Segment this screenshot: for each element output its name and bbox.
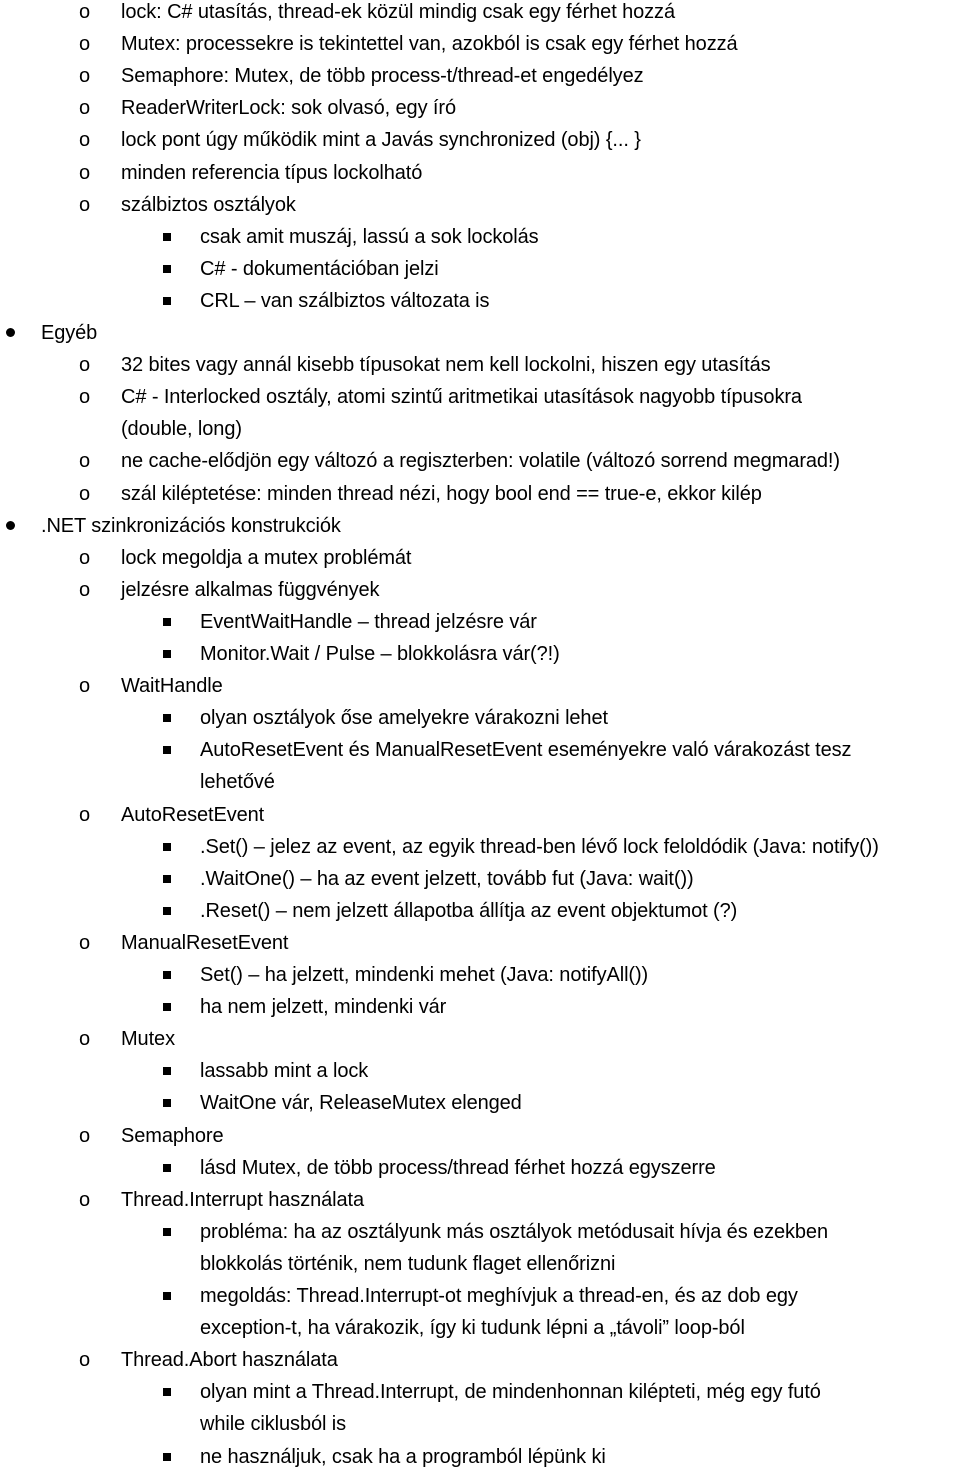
list-item — [0, 803, 960, 835]
sub-list-item — [0, 963, 960, 995]
bullet-square-icon — [163, 843, 171, 851]
item-text: WaitHandle — [121, 675, 223, 698]
item-text: minden referencia típus lockolható — [121, 161, 423, 184]
list-item — [0, 128, 960, 160]
section-heading — [0, 321, 960, 353]
list-item — [0, 1188, 960, 1220]
section-heading — [0, 514, 960, 546]
item-text: Mutex — [121, 1028, 175, 1051]
item-text: .NET szinkronizációs konstrukciók — [41, 514, 341, 537]
sub-list-item — [0, 257, 960, 289]
item-text: ne használjuk, csak ha a programból lépünk ki — [200, 1445, 606, 1468]
item-text: AutoResetEvent és ManualResetEvent eseményekre való várakozást tesz — [200, 739, 852, 762]
bullet-circle-marker: o — [79, 1, 91, 23]
item-text: 32 bites vagy annál kisebb típusokat nem kell lockolni, hiszen egy utasítás — [121, 354, 771, 377]
list-item — [0, 0, 960, 32]
bullet-circle-marker: o — [79, 1349, 91, 1372]
item-text: C# - Interlocked osztály, atomi szintű aritmetikai utasítások nagyobb típusokra — [121, 386, 802, 409]
bullet-square-icon — [163, 1228, 171, 1236]
item-text: CRL – van szálbiztos változata is — [200, 289, 490, 312]
sub-list-item — [0, 610, 960, 642]
bullet-circle-marker: o — [79, 803, 91, 826]
list-item — [0, 674, 960, 706]
item-text: szál kiléptetése: minden thread nézi, hogy bool end == true-e, ekkor kilép — [121, 482, 762, 505]
item-text: ReaderWriterLock: sok olvasó, egy író — [121, 97, 456, 120]
item-text: Semaphore — [121, 1124, 224, 1147]
sub-list-item — [0, 225, 960, 257]
item-text: ha nem jelzett, mindenki vár — [200, 996, 447, 1019]
item-text: szálbiztos osztályok — [121, 193, 296, 216]
item-text: lock megoldja a mutex problémát — [121, 546, 412, 569]
bullet-circle-marker: o — [79, 675, 91, 698]
item-text: csak amit muszáj, lassú a sok lockolás — [200, 225, 539, 248]
sub-list-item — [0, 1091, 960, 1123]
sub-list-item — [0, 1380, 960, 1412]
bullet-circle-marker: o — [79, 578, 91, 601]
item-text: C# - dokumentációban jelzi — [200, 257, 439, 280]
list-item — [0, 96, 960, 128]
bullet-dot-icon — [6, 328, 15, 337]
sub-list-item — [0, 1445, 960, 1477]
bullet-square-icon — [163, 1453, 171, 1461]
item-text: lock: C# utasítás, thread-ek közül mindig csak egy férhet hozzá — [121, 1, 675, 23]
bullet-circle-marker: o — [79, 129, 91, 152]
item-text: blokkolás történik, nem tudunk flaget ellenőrizni — [200, 1252, 616, 1275]
item-text: lásd Mutex, de több process/thread férhet hozzá egyszerre — [200, 1156, 716, 1179]
bullet-square-icon — [163, 746, 171, 754]
sub-list-item — [0, 1252, 960, 1284]
sub-list-item — [0, 706, 960, 738]
sub-list-item — [0, 1284, 960, 1316]
bullet-square-icon — [163, 650, 171, 658]
list-item — [0, 32, 960, 64]
item-text: .Reset() – nem jelzett állapotba állítja az event objektumot (?) — [200, 899, 738, 922]
sub-list-item — [0, 835, 960, 867]
bullet-circle-marker: o — [79, 65, 91, 88]
bullet-circle-marker: o — [79, 931, 91, 954]
item-text: ManualResetEvent — [121, 931, 289, 954]
list-item — [0, 385, 960, 417]
list-item — [0, 1027, 960, 1059]
bullet-square-icon — [163, 1003, 171, 1011]
list-item — [0, 931, 960, 963]
bullet-circle-marker: o — [79, 161, 91, 184]
bullet-circle-marker: o — [79, 1188, 91, 1211]
bullet-circle-marker: o — [79, 33, 91, 56]
list-item — [0, 578, 960, 610]
item-text: Egyéb — [41, 322, 98, 344]
list-item — [0, 449, 960, 481]
bullet-square-icon — [163, 1099, 171, 1107]
list-item — [0, 1124, 960, 1156]
item-text: .WaitOne() – ha az event jelzett, tovább fut (Java: wait()) — [200, 867, 694, 890]
item-text: jelzésre alkalmas függvények — [121, 578, 380, 601]
list-item — [0, 546, 960, 578]
item-text: AutoResetEvent — [121, 803, 265, 826]
bullet-circle-marker: o — [79, 482, 91, 505]
list-item — [0, 161, 960, 193]
sub-list-item — [0, 867, 960, 899]
bullet-circle-marker: o — [79, 1124, 91, 1147]
bullet-dot-icon — [6, 521, 15, 530]
sub-list-item — [0, 1316, 960, 1348]
bullet-square-icon — [163, 875, 171, 883]
bullet-square-icon — [163, 265, 171, 273]
bullet-circle-marker: o — [79, 354, 91, 377]
item-text: Semaphore: Mutex, de több process-t/thread-et engedélyez — [121, 65, 644, 88]
sub-list-item — [0, 1412, 960, 1444]
item-text: Thread.Interrupt használata — [121, 1188, 365, 1211]
bullet-square-icon — [163, 618, 171, 626]
bullet-circle-marker: o — [79, 193, 91, 216]
sub-list-item — [0, 1156, 960, 1188]
item-text: megoldás: Thread.Interrupt-ot meghívjuk a thread-en, és az dob egy — [200, 1285, 798, 1307]
sub-list-item — [0, 1059, 960, 1091]
sub-list-item — [0, 899, 960, 931]
item-text: exception-t, ha várakozik, így ki tudunk lépni a „távoli” loop-ból — [200, 1317, 745, 1340]
bullet-square-icon — [163, 1388, 171, 1396]
item-text: Thread.Abort használata — [121, 1349, 338, 1372]
item-text: (double, long) — [121, 418, 242, 441]
bullet-square-icon — [163, 714, 171, 722]
bullet-square-icon — [163, 1067, 171, 1075]
list-item — [0, 482, 960, 514]
bullet-circle-marker: o — [79, 386, 91, 409]
list-item — [0, 64, 960, 96]
bullet-square-icon — [163, 971, 171, 979]
bullet-circle-marker: o — [79, 546, 91, 569]
item-text: olyan mint a Thread.Interrupt, de mindenhonnan kilépteti, még egy futó — [200, 1381, 821, 1404]
item-text: lassabb mint a lock — [200, 1060, 369, 1083]
bullet-square-icon — [163, 1292, 171, 1300]
item-text: ne cache-elődjön egy változó a regiszterben: volatile (változó sorrend megmarad!) — [121, 450, 840, 473]
item-text: lehetővé — [200, 771, 275, 794]
item-text: .Set() – jelez az event, az egyik thread-ben lévő lock feloldódik (Java: notify()) — [200, 835, 879, 858]
bullet-circle-marker: o — [79, 450, 91, 473]
sub-list-item — [0, 1220, 960, 1252]
item-text: Set() – ha jelzett, mindenki mehet (Java: notifyAll()) — [200, 964, 649, 986]
sub-list-item — [0, 995, 960, 1027]
bullet-square-icon — [163, 907, 171, 915]
item-text: Monitor.Wait / Pulse – blokkolásra vár(?!) — [200, 643, 560, 665]
list-item-continuation — [0, 417, 960, 449]
sub-list-item — [0, 770, 960, 802]
item-text: while ciklusból is — [200, 1413, 347, 1436]
list-item — [0, 1348, 960, 1380]
sub-list-item — [0, 289, 960, 321]
bullet-square-icon — [163, 233, 171, 241]
item-text: EventWaitHandle – thread jelzésre vár — [200, 610, 537, 633]
item-text: Mutex: processekre is tekintettel van, azokból is csak egy férhet hozzá — [121, 33, 738, 56]
list-item — [0, 353, 960, 385]
bullet-circle-marker: o — [79, 97, 91, 120]
bullet-square-icon — [163, 297, 171, 305]
bullet-square-icon — [163, 1164, 171, 1172]
item-text: olyan osztályok őse amelyekre várakozni lehet — [200, 707, 608, 730]
item-text: lock pont úgy működik mint a Javás synchronized (obj) {... } — [121, 129, 641, 152]
item-text: WaitOne vár, ReleaseMutex elenged — [200, 1092, 522, 1115]
sub-list-item — [0, 642, 960, 674]
sub-list-item — [0, 738, 960, 770]
bullet-circle-marker: o — [79, 1028, 91, 1051]
list-item — [0, 193, 960, 225]
item-text: probléma: ha az osztályunk más osztályok metódusait hívja és ezekben — [200, 1220, 828, 1243]
